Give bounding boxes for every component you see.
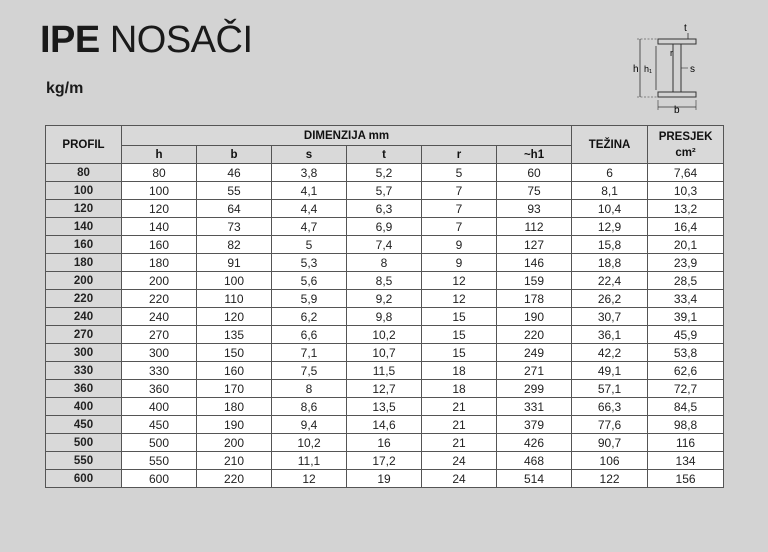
table-cell: 16,4	[648, 218, 724, 236]
table-cell: 10,4	[572, 200, 648, 218]
table-cell: 5	[272, 236, 347, 254]
table-cell: 7	[422, 218, 497, 236]
table-cell: 5,7	[347, 182, 422, 200]
table-cell: 57,1	[572, 380, 648, 398]
subheader-s: s	[272, 146, 347, 164]
table-cell: 450	[122, 416, 197, 434]
table-cell: 120	[197, 308, 272, 326]
table-cell: 140	[122, 218, 197, 236]
table-cell: 77,6	[572, 416, 648, 434]
table-cell: 7,64	[648, 164, 724, 182]
table-cell: 46	[197, 164, 272, 182]
table-cell: 10,7	[347, 344, 422, 362]
table-cell: 82	[197, 236, 272, 254]
table-cell: 8	[272, 380, 347, 398]
table-cell: 299	[497, 380, 572, 398]
table-row	[46, 272, 724, 290]
profil-cell: 600	[46, 470, 122, 488]
table-cell: 75	[497, 182, 572, 200]
table-cell: 9	[422, 254, 497, 272]
profil-cell: 160	[46, 236, 122, 254]
table-cell: 7	[422, 200, 497, 218]
table-cell: 5,9	[272, 290, 347, 308]
table-cell: 12,9	[572, 218, 648, 236]
table-cell: 11,1	[272, 452, 347, 470]
subheader-h1: ~h1	[497, 146, 572, 164]
profil-cell: 240	[46, 308, 122, 326]
header-presjek-unit: cm²	[675, 146, 696, 159]
table-cell: 66,3	[572, 398, 648, 416]
table-cell: 24	[422, 470, 497, 488]
table-cell: 9,2	[347, 290, 422, 308]
table-cell: 90,7	[572, 434, 648, 452]
table-body	[46, 164, 724, 488]
table-cell: 19	[347, 470, 422, 488]
table-cell: 360	[122, 380, 197, 398]
ipe-section-diagram-icon	[630, 20, 710, 116]
table-row	[46, 326, 724, 344]
table-cell: 13,5	[347, 398, 422, 416]
table-cell: 8,1	[572, 182, 648, 200]
table-cell: 17,2	[347, 452, 422, 470]
profil-cell: 120	[46, 200, 122, 218]
table-cell: 220	[197, 470, 272, 488]
table-cell: 7	[422, 182, 497, 200]
table-cell: 468	[497, 452, 572, 470]
table-row	[46, 164, 724, 182]
table-cell: 200	[122, 272, 197, 290]
table-cell: 15	[422, 344, 497, 362]
table-cell: 21	[422, 434, 497, 452]
table-row	[46, 398, 724, 416]
table-cell: 7,5	[272, 362, 347, 380]
header-presjek-label: PRESJEK	[658, 130, 713, 143]
table-cell: 36,1	[572, 326, 648, 344]
table-cell: 33,4	[648, 290, 724, 308]
table-cell: 5,2	[347, 164, 422, 182]
profil-cell: 400	[46, 398, 122, 416]
table-cell: 7,4	[347, 236, 422, 254]
table-cell: 9	[422, 236, 497, 254]
table-cell: 73	[197, 218, 272, 236]
table-row	[46, 470, 724, 488]
profil-cell: 330	[46, 362, 122, 380]
table-cell: 550	[122, 452, 197, 470]
table-cell: 62,6	[648, 362, 724, 380]
profil-cell: 80	[46, 164, 122, 182]
table-cell: 15,8	[572, 236, 648, 254]
header-dimenzija: DIMENZIJA mm	[122, 126, 572, 146]
table-cell: 60	[497, 164, 572, 182]
table-cell: 14,6	[347, 416, 422, 434]
table-cell: 122	[572, 470, 648, 488]
table-row	[46, 200, 724, 218]
table-cell: 93	[497, 200, 572, 218]
profil-cell: 100	[46, 182, 122, 200]
table-cell: 12,7	[347, 380, 422, 398]
profil-cell: 550	[46, 452, 122, 470]
table-row	[46, 362, 724, 380]
table-cell: 98,8	[648, 416, 724, 434]
table-cell: 6,9	[347, 218, 422, 236]
table-cell: 110	[197, 290, 272, 308]
table-cell: 5	[422, 164, 497, 182]
diagram-label-b: b	[674, 105, 680, 116]
table-cell: 134	[648, 452, 724, 470]
table-cell: 39,1	[648, 308, 724, 326]
table-cell: 18	[422, 380, 497, 398]
unit-label: kg/m	[46, 80, 84, 97]
table-cell: 127	[497, 236, 572, 254]
profil-cell: 450	[46, 416, 122, 434]
table-cell: 500	[122, 434, 197, 452]
table-cell: 178	[497, 290, 572, 308]
table-row	[46, 380, 724, 398]
table-cell: 16	[347, 434, 422, 452]
table-cell: 112	[497, 218, 572, 236]
table-cell: 159	[497, 272, 572, 290]
subheader-b: b	[197, 146, 272, 164]
table-cell: 514	[497, 470, 572, 488]
table-cell: 84,5	[648, 398, 724, 416]
table-row	[46, 308, 724, 326]
profil-cell: 140	[46, 218, 122, 236]
table-row	[46, 218, 724, 236]
header-presjek	[648, 126, 724, 164]
table-cell: 116	[648, 434, 724, 452]
table-cell: 18	[422, 362, 497, 380]
table-cell: 400	[122, 398, 197, 416]
table-row	[46, 416, 724, 434]
table-cell: 330	[122, 362, 197, 380]
table-cell: 13,2	[648, 200, 724, 218]
table-cell: 210	[197, 452, 272, 470]
table-cell: 249	[497, 344, 572, 362]
table-cell: 12	[422, 272, 497, 290]
table-cell: 270	[122, 326, 197, 344]
diagram-label-h1: h₁	[644, 64, 653, 74]
table-cell: 42,2	[572, 344, 648, 362]
table-cell: 9,8	[347, 308, 422, 326]
table-cell: 8,6	[272, 398, 347, 416]
table-cell: 10,2	[347, 326, 422, 344]
table-cell: 9,4	[272, 416, 347, 434]
subheader-t: t	[347, 146, 422, 164]
table-row	[46, 236, 724, 254]
table-cell: 220	[497, 326, 572, 344]
table-cell: 120	[122, 200, 197, 218]
table-cell: 6,6	[272, 326, 347, 344]
page-title	[40, 18, 253, 62]
table-cell: 170	[197, 380, 272, 398]
table-cell: 10,3	[648, 182, 724, 200]
table-cell: 106	[572, 452, 648, 470]
table-cell: 4,1	[272, 182, 347, 200]
table-cell: 190	[197, 416, 272, 434]
table-cell: 8	[347, 254, 422, 272]
profil-cell: 300	[46, 344, 122, 362]
table-cell: 600	[122, 470, 197, 488]
table-cell: 135	[197, 326, 272, 344]
table-cell: 300	[122, 344, 197, 362]
profil-cell: 360	[46, 380, 122, 398]
table-cell: 180	[122, 254, 197, 272]
table-cell: 200	[197, 434, 272, 452]
table-cell: 220	[122, 290, 197, 308]
table-cell: 5,6	[272, 272, 347, 290]
header-tezina: TEŽINA	[572, 126, 648, 164]
table-cell: 45,9	[648, 326, 724, 344]
table-cell: 80	[122, 164, 197, 182]
table-cell: 12	[422, 290, 497, 308]
profil-cell: 180	[46, 254, 122, 272]
table-cell: 53,8	[648, 344, 724, 362]
table-cell: 23,9	[648, 254, 724, 272]
table-cell: 8,5	[347, 272, 422, 290]
table-cell: 271	[497, 362, 572, 380]
table-cell: 26,2	[572, 290, 648, 308]
table-row	[46, 344, 724, 362]
profil-cell: 200	[46, 272, 122, 290]
table-cell: 6,3	[347, 200, 422, 218]
table-cell: 21	[422, 416, 497, 434]
table-row	[46, 452, 724, 470]
table-cell: 160	[122, 236, 197, 254]
ipe-profile-table	[45, 125, 724, 488]
table-cell: 331	[497, 398, 572, 416]
table-cell: 24	[422, 452, 497, 470]
diagram-label-h: h	[633, 64, 639, 75]
table-cell: 240	[122, 308, 197, 326]
table-cell: 15	[422, 308, 497, 326]
table-cell: 4,7	[272, 218, 347, 236]
table-cell: 160	[197, 362, 272, 380]
header-profil: PROFIL	[46, 126, 122, 164]
table-cell: 30,7	[572, 308, 648, 326]
table-cell: 5,3	[272, 254, 347, 272]
table-cell: 4,4	[272, 200, 347, 218]
table-cell: 22,4	[572, 272, 648, 290]
table-cell: 379	[497, 416, 572, 434]
table-cell: 100	[197, 272, 272, 290]
table-cell: 146	[497, 254, 572, 272]
table-cell: 100	[122, 182, 197, 200]
table-cell: 15	[422, 326, 497, 344]
table-cell: 10,2	[272, 434, 347, 452]
title-rest: NOSAČI	[109, 19, 253, 61]
diagram-label-r: r	[670, 48, 673, 58]
table-cell: 6	[572, 164, 648, 182]
table-cell: 21	[422, 398, 497, 416]
profil-cell: 500	[46, 434, 122, 452]
table-cell: 3,8	[272, 164, 347, 182]
table-row	[46, 254, 724, 272]
table-cell: 91	[197, 254, 272, 272]
table-cell: 11,5	[347, 362, 422, 380]
table-cell: 18,8	[572, 254, 648, 272]
diagram-label-s: s	[690, 64, 695, 75]
title-bold: IPE	[40, 19, 100, 61]
table-row	[46, 290, 724, 308]
table-cell: 20,1	[648, 236, 724, 254]
table-cell: 64	[197, 200, 272, 218]
profil-cell: 270	[46, 326, 122, 344]
table-cell: 7,1	[272, 344, 347, 362]
table-cell: 12	[272, 470, 347, 488]
table-cell: 150	[197, 344, 272, 362]
table-cell: 156	[648, 470, 724, 488]
table-cell: 49,1	[572, 362, 648, 380]
table-cell: 28,5	[648, 272, 724, 290]
profil-cell: 220	[46, 290, 122, 308]
diagram-label-t: t	[684, 23, 687, 34]
table-row	[46, 182, 724, 200]
table-cell: 72,7	[648, 380, 724, 398]
table-cell: 180	[197, 398, 272, 416]
table-cell: 426	[497, 434, 572, 452]
subheader-h: h	[122, 146, 197, 164]
table-cell: 190	[497, 308, 572, 326]
table-cell: 6,2	[272, 308, 347, 326]
subheader-r: r	[422, 146, 497, 164]
table-cell: 55	[197, 182, 272, 200]
table-row	[46, 434, 724, 452]
